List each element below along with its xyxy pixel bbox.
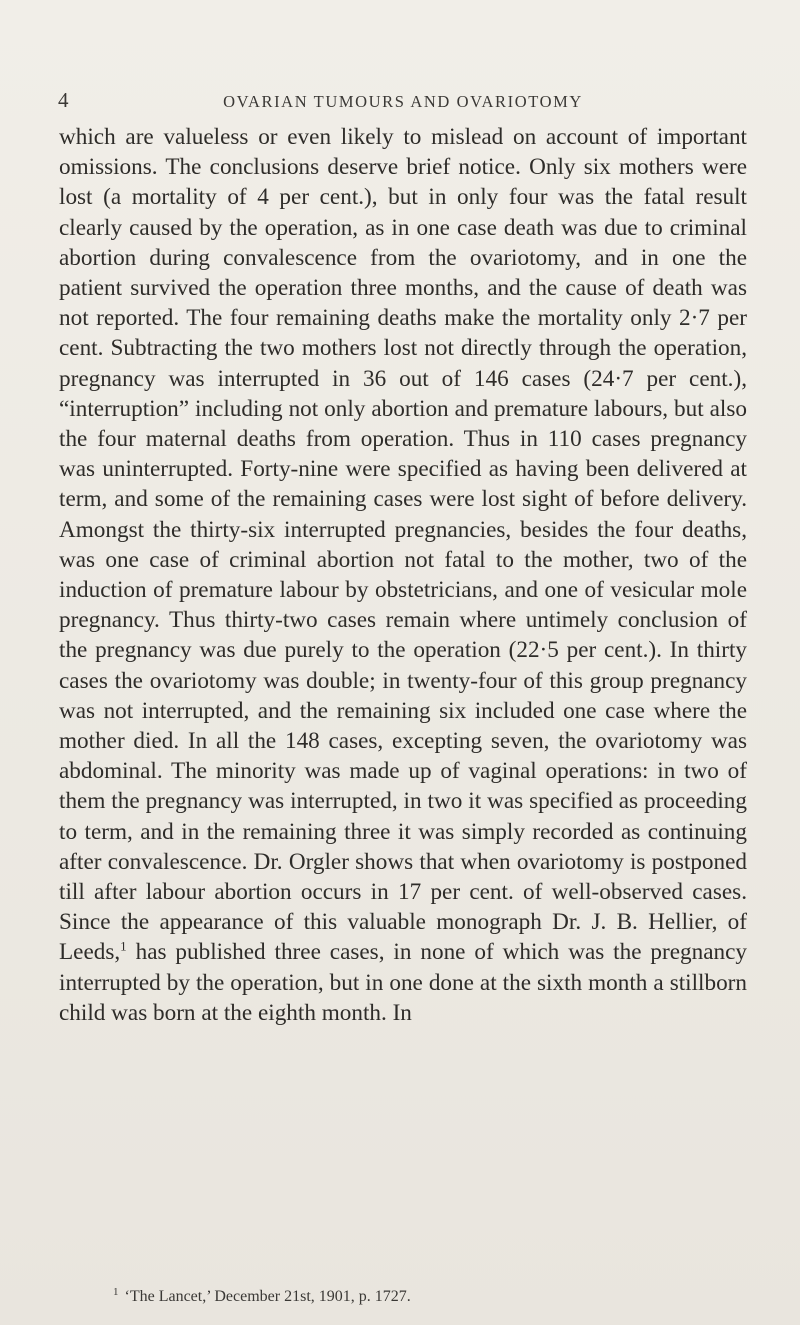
footnote-text: ‘The Lancet,’ December 21st, 1901, p. 1727. (124, 1288, 411, 1305)
body-text-part-1: which are valueless or even likely to mislead on account of important omissions. The conclusions deserve brief notice. Only six mothers were lost (a mortality of 4 per cent.), but in only four was the fatal result clearly caused by the operation, as in one case death was due to criminal abortion during convalescence from the ovariotomy, and in one the patient survived the operation three months, and the cause of death was not reported. The four remaining deaths make the mortality only 2·7 per cent. Subtracting the two mothers lost not directly through the operation, pregnancy was interrupted in 36 out of 146 cases (24·7 per cent.), “interruption” including not only abortion and premature labours, but also the four maternal deaths from operation. Thus in 110 cases pregnancy was uninterrupted. Forty-nine were specified as having been delivered at term, and some of the remaining cases were lost sight of before delivery. Amongst the thirty-six interrupted pregnancies, besides the four deaths, was one case of criminal abortion not fatal to the mother, two of the induction of premature labour by obstetricians, and one of vesicular mole pregnancy. Thus thirty-two cases remain where untimely conclusion of the pregnancy was due purely to the operation (22·5 per cent.). In thirty cases the ovariotomy was double; in twenty-four of this group pregnancy was not interrupted, and the remaining six included one case where the mother died. In all the 148 cases, excepting seven, the ovariotomy was abdominal. The minority was made up of vaginal operations: in two of them the pregnancy was interrupted, in two it was specified as proceeding to term, and in the remaining three it was simply recorded as continuing after convalescence. Dr. Orgler shows that when ovariotomy is postponed till after labour abortion occurs in 17 per cent. of well-observed cases. Since the appearance of this valuable monograph Dr. J. B. Hellier, of Leeds, (59, 124, 747, 966)
page-number: 4 (58, 88, 69, 112)
running-head: OVARIAN TUMOURS AND OVARIOTOMY (223, 92, 583, 111)
page-header (58, 88, 748, 116)
footnote-reference: 1 (120, 938, 127, 954)
body-paragraph (59, 122, 747, 1028)
footnote-number: 1 (113, 1285, 119, 1298)
footnote (59, 1287, 747, 1307)
body-text-part-2: has published three cases, in none of which was the pregnancy interrupted by the operation, but in one done at the sixth month a stillborn child was born at the eighth month. In (59, 939, 747, 1026)
